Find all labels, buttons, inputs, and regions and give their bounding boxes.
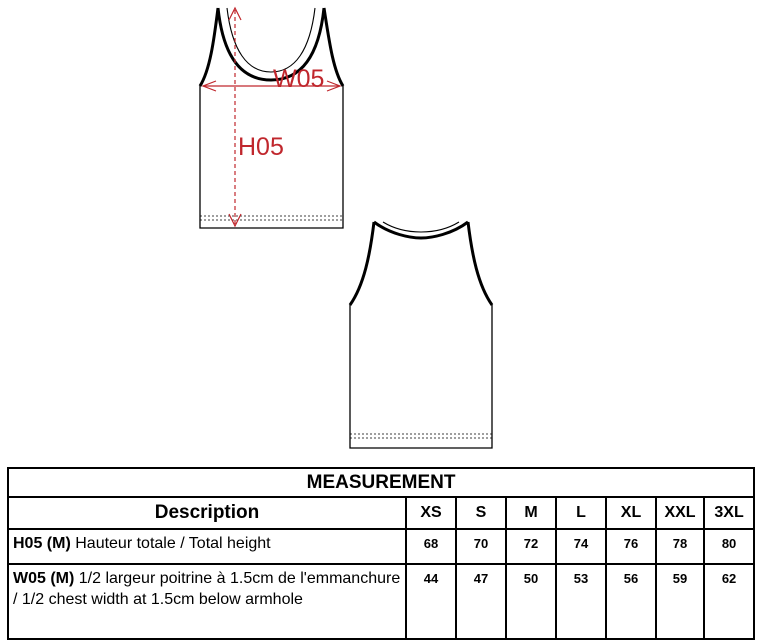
- size-header-xxl: XXL: [656, 497, 704, 529]
- back-view-drawing: [350, 222, 492, 448]
- value-cell: 80: [704, 529, 754, 564]
- w05-label: W05: [273, 65, 325, 93]
- row-code: W05 (M): [13, 570, 75, 587]
- row-code: H05 (M): [13, 535, 71, 552]
- size-header-xs: XS: [406, 497, 456, 529]
- size-header-xl: XL: [606, 497, 656, 529]
- size-header-m: M: [506, 497, 556, 529]
- h05-label: H05: [238, 133, 284, 161]
- value-cell: 74: [556, 529, 606, 564]
- value-cell: 68: [406, 529, 456, 564]
- size-header-3xl: 3XL: [704, 497, 754, 529]
- row-description: [8, 529, 406, 564]
- value-cell: 44: [406, 564, 456, 639]
- table-row: [8, 564, 754, 639]
- description-header: Description: [8, 497, 406, 529]
- front-view-drawing: [200, 8, 343, 228]
- row-text: Hauteur totale / Total height: [75, 535, 271, 552]
- measurement-table: [7, 467, 755, 640]
- row-text: 1/2 largeur poitrine à 1.5cm de l'emmanchure / 1/2 chest width at 1.5cm below armhole: [13, 570, 401, 608]
- value-cell: 53: [556, 564, 606, 639]
- size-header-s: S: [456, 497, 506, 529]
- value-cell: 59: [656, 564, 704, 639]
- table-row: [8, 529, 754, 564]
- value-cell: 72: [506, 529, 556, 564]
- value-cell: 62: [704, 564, 754, 639]
- value-cell: 56: [606, 564, 656, 639]
- table-title: MEASUREMENT: [8, 468, 754, 497]
- row-description: [8, 564, 406, 639]
- value-cell: 70: [456, 529, 506, 564]
- size-header-l: L: [556, 497, 606, 529]
- value-cell: 78: [656, 529, 704, 564]
- value-cell: 76: [606, 529, 656, 564]
- value-cell: 50: [506, 564, 556, 639]
- value-cell: 47: [456, 564, 506, 639]
